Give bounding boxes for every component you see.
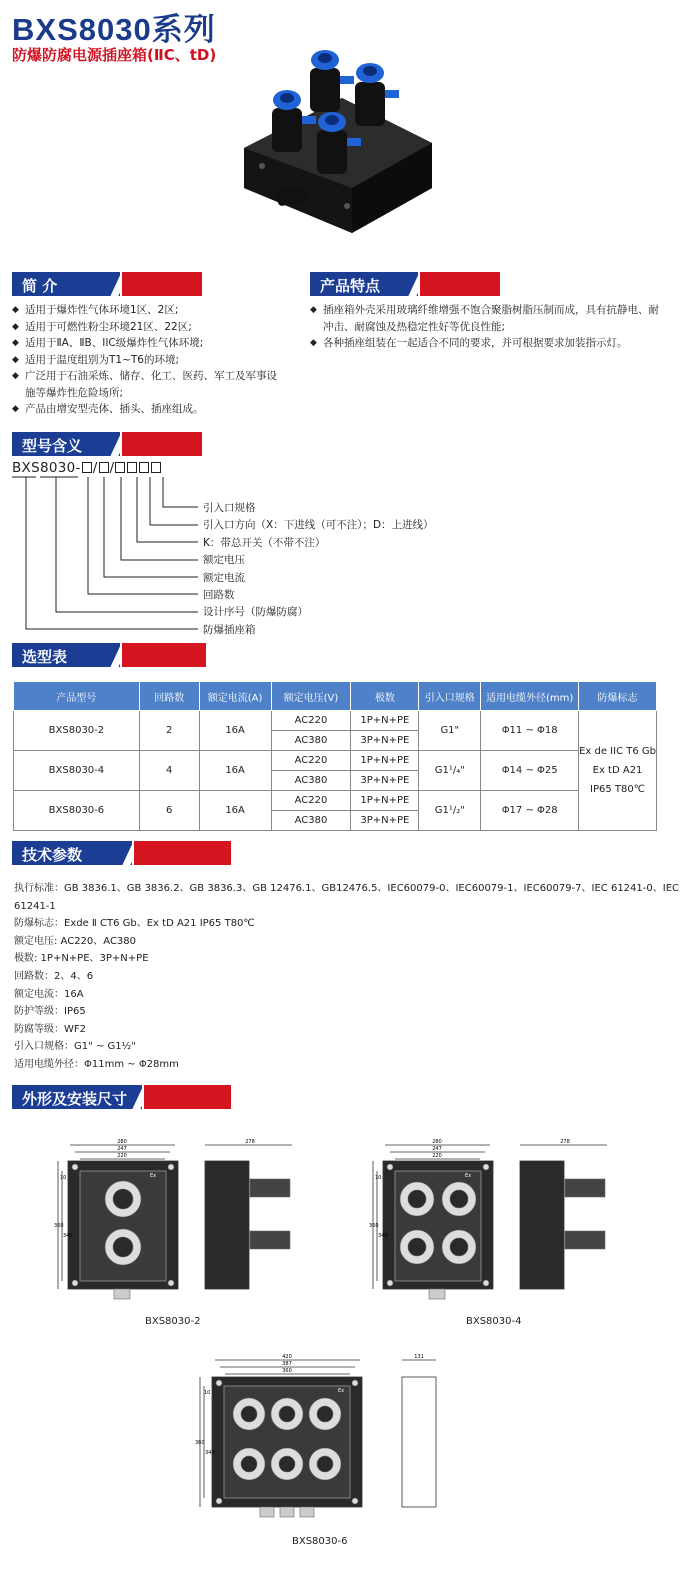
dim-side: 278 [560, 1139, 570, 1145]
model-code-sep: / [92, 460, 98, 476]
intro-item: ◆ 产品由增安型壳体、插头、插座组成。 [12, 401, 277, 418]
dim-h2: 340 [63, 1233, 73, 1239]
selection-table [13, 681, 657, 831]
dim-h1: 360 [369, 1223, 379, 1229]
tech-line: 额定电压: AC220、AC380 [14, 935, 137, 947]
caption-bxs8030-2: BXS8030-2 [145, 1316, 201, 1327]
features-item: ◆ 插座箱外壳采用玻璃纤维增强不饱合聚脂树脂压制而成，具有抗静电、耐冲击、耐腐蚀及热稳定性好等优良性能; [310, 302, 665, 335]
page-title: BXS8030系列 [12, 12, 216, 47]
page-subtitle: 防爆防腐电源插座箱(ⅡC、tD) [12, 46, 217, 64]
section-tech-header [12, 841, 231, 865]
dim-w1: 420 [282, 1354, 292, 1360]
dimension-drawing-bxs8030-6 [190, 1352, 490, 1527]
tech-line: 适用电缆外径：Φ11mm ~ Φ28mm [14, 1058, 179, 1070]
dim-h2: 340 [205, 1450, 215, 1456]
model-label: 设计序号（防爆防腐） [203, 606, 308, 619]
intro-item: ◆ 适用于可燃性粉尘环境21区、22区; [12, 319, 277, 336]
dim-side: 131 [414, 1354, 424, 1360]
dim-h1: 360 [54, 1223, 64, 1229]
dim-top: 10 [375, 1175, 382, 1181]
intro-item: ◆ 适用于温度组别为T1~T6的环境; [12, 352, 277, 369]
tech-line: 防腐等级：WF2 [14, 1023, 87, 1035]
model-code-prefix: BXS8030- [12, 460, 81, 476]
dim-top: 10 [204, 1390, 211, 1396]
col-header: 产品型号 [14, 682, 140, 711]
model-label: 引入口规格 [203, 502, 256, 514]
tech-line: 回路数：2、4、6 [14, 970, 94, 982]
col-header: 回路数 [139, 682, 199, 711]
socket-unit-2 [355, 63, 399, 126]
model-label: 回路数 [203, 589, 235, 602]
table-row: AC380 3P+N+PE [14, 771, 657, 791]
dimension-drawing-bxs8030-4 [365, 1135, 645, 1307]
table-row: AC380 3P+N+PE [14, 811, 657, 831]
intro-list [12, 302, 277, 418]
section-features-title: 产品特点 [320, 277, 381, 295]
model-label: K：带总开关（不带不注） [203, 536, 326, 549]
tech-params [14, 880, 685, 1074]
model-code-sep: / [109, 460, 115, 476]
dim-w2: 387 [282, 1361, 292, 1367]
section-model-header [12, 432, 202, 456]
dim-w3: 360 [282, 1368, 292, 1374]
tech-line: 防护等级：IP65 [14, 1006, 86, 1018]
section-selection-header [12, 643, 206, 667]
model-label: 防爆插座箱 [203, 623, 256, 636]
table-row: BXS8030-4 4 16A AC220 1P+N+PE G1¹/₄" Φ14 ~ Φ25 [14, 751, 657, 771]
dim-top: 10 [60, 1175, 67, 1181]
model-label: 额定电压 [203, 554, 245, 567]
section-dimensions-title: 外形及安装尺寸 [22, 1090, 128, 1108]
dim-w1: 280 [117, 1139, 127, 1145]
section-features-header [310, 272, 500, 296]
section-intro-title: 简 介 [22, 277, 58, 295]
section-selection-title: 选型表 [22, 648, 68, 666]
features-item: ◆ 各种插座组装在一起适合不同的要求，并可根据要求加装指示灯。 [310, 335, 665, 352]
dim-w1: 280 [432, 1139, 442, 1145]
dim-w2: 247 [117, 1146, 127, 1152]
product-photo [232, 38, 442, 233]
section-dimensions-header [12, 1085, 231, 1109]
table-row: AC380 3P+N+PE [14, 731, 657, 751]
intro-item: ◆ 适用于ⅡA、ⅡB、IIC级爆炸性气体环境; [12, 335, 277, 352]
tech-line: 额定电流：16A [14, 988, 84, 1000]
model-label: 额定电流 [203, 571, 245, 584]
table-header-row [14, 682, 657, 711]
dim-w3: 220 [432, 1153, 442, 1159]
dim-side: 278 [245, 1139, 255, 1145]
model-code-labels [203, 500, 434, 639]
dim-h2: 340 [378, 1233, 388, 1239]
dim-w3: 220 [117, 1153, 127, 1159]
model-label: 引入口方向（X：下进线（可不注）；D：上进线） [203, 519, 434, 532]
intro-item: ◆ 适用于爆炸性气体环境1区、2区; [12, 302, 277, 319]
table-row: BXS8030-6 6 16A AC220 1P+N+PE G1¹/₂" Φ17 ~ Φ28 [14, 791, 657, 811]
section-intro-header [12, 272, 202, 296]
col-header: 极数 [351, 682, 419, 711]
dim-h1: 360 [195, 1440, 205, 1446]
caption-bxs8030-4: BXS8030-4 [466, 1316, 522, 1327]
col-header: 引入口规格 [419, 682, 481, 711]
tech-line: 执行标准：GB 3836.1、GB 3836.2、GB 3836.3、GB 12476.1、GB12476.5、IEC60079-0、IEC60079-1、IEC60079-7、IEC 61241-0、IEC 61241-1 [14, 883, 679, 912]
col-header: 额定电流(A) [199, 682, 271, 711]
section-tech-title: 技术参数 [22, 846, 83, 864]
tech-line: 引入口规格：G1" ~ G1½" [14, 1041, 136, 1053]
col-header: 防爆标志 [579, 682, 657, 711]
ex-mark: Ex [338, 1388, 345, 1394]
intro-item: ◆ 广泛用于石油采炼、储存、化工、医药、军工及军事设施等爆炸性危险场所; [12, 368, 277, 401]
tech-line: 防爆标志：Exde Ⅱ CT6 Gb、Ex tD A21 IP65 T80℃ [14, 918, 255, 930]
col-header: 额定电压(V) [271, 682, 351, 711]
dimension-drawing-bxs8030-2 [50, 1135, 330, 1307]
ex-mark: Ex [150, 1173, 157, 1179]
table-row: BXS8030-2 2 16A AC220 1P+N+PE G1" Φ11 ~ Φ18 Ex de IIC T6 Gb Ex tD A21 IP65 T80℃ [14, 711, 657, 731]
tech-line: 极数: 1P+N+PE、3P+N+PE [14, 953, 149, 965]
col-header: 适用电缆外径(mm) [481, 682, 579, 711]
caption-bxs8030-6: BXS8030-6 [292, 1536, 348, 1547]
dim-w2: 247 [432, 1146, 442, 1152]
features-list [310, 302, 665, 352]
ex-mark-cell: Ex de IIC T6 Gb Ex tD A21 IP65 T80℃ [579, 711, 657, 831]
section-model-title: 型号含义 [22, 437, 83, 455]
ex-mark: Ex [465, 1173, 472, 1179]
